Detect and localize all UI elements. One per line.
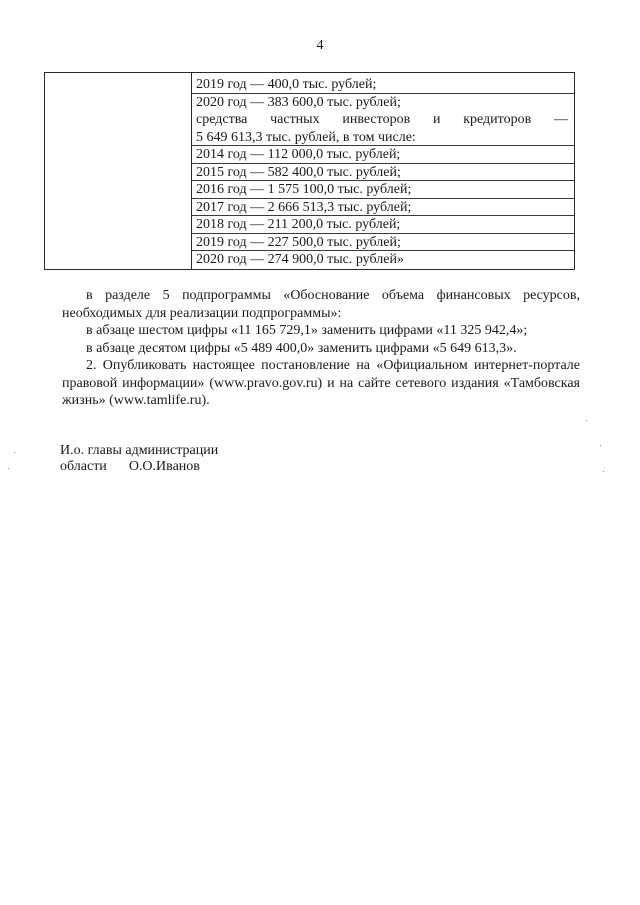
scan-speck [603,471,604,472]
scan-speck [600,445,601,446]
table-line: 2016 год — 1 575 100,0 тыс. рублей; [196,181,568,199]
table-line: 2020 год — 383 600,0 тыс. рублей; [196,94,401,110]
body-text [62,287,580,410]
scan-speck [586,420,587,421]
table-line: 5 649 613,3 тыс. рублей, в том числе: [196,129,568,147]
table-left-cell [45,73,192,269]
funding-table [44,72,575,270]
table-line: 2018 год — 211 200,0 тыс. рублей; [196,216,568,234]
paragraph: 2. Опубликовать настоящее постановление на «Официальном интернет-портале правовой информации» (www.pravo.gov.ru) и на сайте сетевого издания «Тамбовская жизнь» (www.tamlife.ru). [62,358,580,408]
signature-region: области [60,459,107,474]
scan-speck [14,452,15,453]
paragraph: в абзаце десятом цифры «5 489 400,0» заменить цифрами «5 649 613,3». [86,340,517,356]
table-line: 2019 год — 227 500,0 тыс. рублей; [196,234,568,252]
page-number: 4 [316,38,324,53]
paragraph: необходимых для реализации подпрограммы»: [62,305,342,321]
signature-title: И.о. главы администрации [60,443,219,458]
table-right-cell [192,73,574,269]
table-line: 2014 год — 112 000,0 тыс. рублей; [196,146,568,164]
signature-block [60,443,218,475]
signature-line [60,459,218,475]
table-line-justified: средства частных инвесторов и кредиторов — [196,112,568,127]
paragraph: в абзаце шестом цифры «11 165 729,1» заменить цифрами «11 325 942,4»; [86,323,528,338]
table-line: 2015 год — 582 400,0 тыс. рублей; [196,164,568,182]
table-line: 2017 год — 2 666 513,3 тыс. рублей; [196,199,568,217]
table-line: 2020 год — 274 900,0 тыс. рублей» [196,252,404,267]
paragraph: в разделе 5 подпрограммы «Обоснование объема финансовых ресурсов, [86,288,580,303]
scan-speck [8,468,9,469]
table-line: 2019 год — 400,0 тыс. рублей; [196,76,568,94]
signature-name: О.О.Иванов [128,459,200,474]
